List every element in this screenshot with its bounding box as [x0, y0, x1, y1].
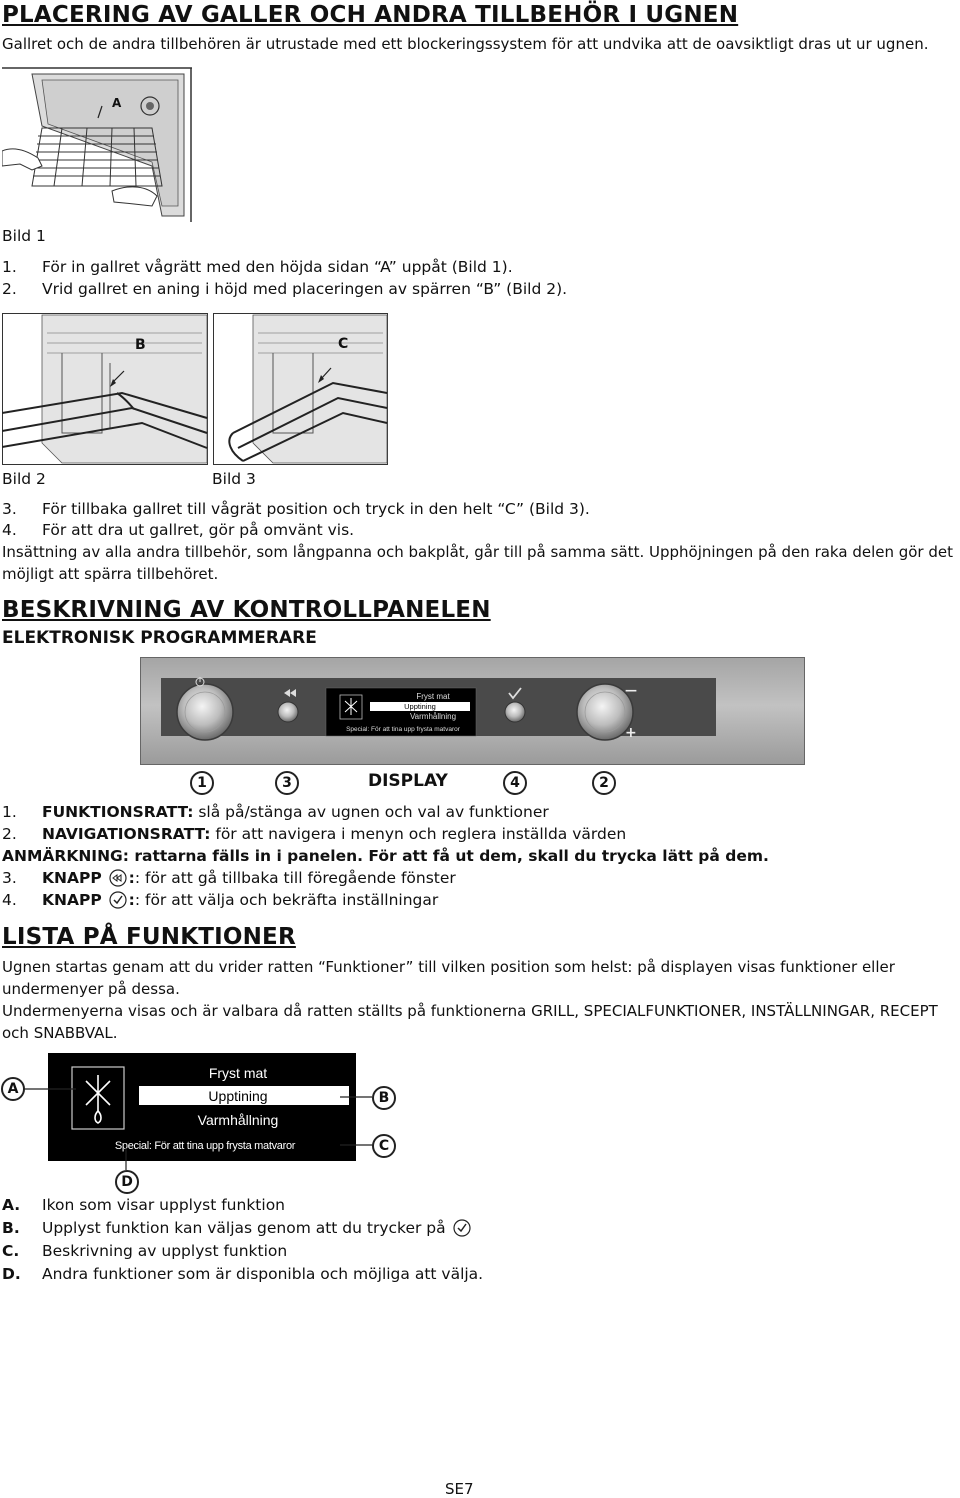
item-label: KNAPP	[42, 869, 102, 887]
panel-display-special: Special: För att tina upp frysta matvaror	[346, 726, 460, 733]
note-line-2: möjligt att spärra tillbehöret.	[2, 565, 219, 583]
item-text: slå på/stänga av ugnen och val av funktioner	[193, 803, 549, 821]
legend-key: A.	[2, 1196, 21, 1214]
display-line-1: Fryst mat	[208, 1065, 268, 1081]
legend-text: Upplyst funktion kan väljas genom att du trycker på	[42, 1219, 446, 1237]
item-label: KNAPP	[42, 891, 102, 909]
check-icon	[453, 1219, 471, 1237]
page-number: SE7	[445, 1480, 474, 1498]
item-text: för att navigera i menyn och reglera inställda värden	[210, 825, 627, 843]
callout-3: 3	[275, 771, 299, 795]
item-3: 3. KNAPP :: för att gå tillbaka till föregående fönster	[2, 869, 456, 887]
figure-1-caption: Bild 1	[2, 227, 46, 245]
check-icon	[109, 891, 127, 909]
figure-1-marker: A	[112, 96, 122, 110]
figure-2-caption: Bild 2	[2, 470, 46, 488]
figure-2-marker: B	[135, 337, 146, 353]
step-text: För att dra ut gallret, gör på omvänt vis.	[42, 521, 355, 539]
callout-2: 2	[592, 771, 616, 795]
marker-b: B	[372, 1086, 396, 1110]
step-text: För in gallret vågrätt med den höjda sidan “A” uppåt (Bild 1).	[42, 258, 513, 276]
item-2	[2, 823, 626, 845]
callout-display: DISPLAY	[368, 771, 448, 791]
intro-text: Gallret och de andra tillbehören är utrustade med ett blockeringssystem för att undvika att de oavsiktligt dras ut ur ugnen.	[2, 35, 929, 53]
legend-text: Beskrivning av upplyst funktion	[42, 1242, 288, 1260]
figure-3-illustration	[213, 313, 388, 465]
callout-4: 4	[503, 771, 527, 795]
step-text: För tillbaka gallret till vågrät position och tryck in den helt “C” (Bild 3).	[42, 500, 590, 518]
item-1	[2, 801, 549, 823]
legend-d	[2, 1263, 483, 1285]
item-number: 2.	[2, 825, 17, 843]
legend-key: C.	[2, 1242, 20, 1260]
functions-paragraph-1: Ugnen startas genam att du vrider ratten “Funktioner” till vilken position som helst: på displayen visas funktioner eller undermenyer på dessa.	[2, 958, 895, 998]
item-4: 4. KNAPP :: för att välja och bekräfta inställningar	[2, 891, 439, 909]
panel-display-line-3: Varmhållning	[409, 712, 457, 721]
item-number: 3.	[2, 869, 17, 887]
back-icon	[109, 869, 127, 887]
figure-3-caption: Bild 3	[212, 470, 256, 488]
item-number: 1.	[2, 803, 17, 821]
section-title-placement: PLACERING AV GALLER OCH ANDRA TILLBEHÖR I UGNEN	[2, 2, 739, 28]
legend-key: D.	[2, 1265, 21, 1283]
item-label: FUNKTIONSRATT:	[42, 803, 194, 821]
legend-b	[2, 1217, 473, 1239]
diagram-leader-lines	[0, 1070, 400, 1200]
item-text: : för att gå tillbaka till föregående fönster	[134, 869, 456, 887]
figure-2-illustration	[2, 313, 208, 465]
panel-display-line-1: Fryst mat	[416, 692, 450, 701]
callout-1: 1	[190, 771, 214, 795]
step-3	[2, 498, 590, 520]
step-1	[2, 256, 513, 278]
back-icon	[284, 689, 296, 697]
step-number: 1.	[2, 258, 17, 276]
legend-text: Andra funktioner som är disponibla och möjliga att välja.	[42, 1265, 484, 1283]
legend-a	[2, 1194, 285, 1216]
display-line-2: Upptining	[208, 1088, 268, 1104]
marker-c: C	[372, 1134, 396, 1158]
remark: ANMÄRKNING: rattarna fälls in i panelen. För att få ut dem, skall du trycka lätt på dem.	[2, 847, 769, 865]
back-button[interactable]	[278, 702, 298, 722]
section-subtitle: ELEKTRONISK PROGRAMMERARE	[2, 628, 317, 648]
note-line-1: Insättning av alla andra tillbehör, som långpanna och bakplåt, går till på samma sätt. Upphöjningen på den raka delen gör det	[2, 543, 953, 561]
figure-1-illustration	[2, 66, 192, 222]
step-number: 3.	[2, 500, 17, 518]
display-special: Special: För att tina upp frysta matvaror	[114, 1140, 296, 1152]
panel-display-line-2: Upptining	[404, 702, 436, 711]
step-4	[2, 519, 354, 541]
section-title-functions: LISTA PÅ FUNKTIONER	[2, 924, 296, 950]
step-number: 4.	[2, 521, 17, 539]
legend-text: Ikon som visar upplyst funktion	[42, 1196, 285, 1214]
step-2	[2, 278, 567, 300]
minus-mark: —	[625, 683, 637, 697]
check-icon	[509, 688, 521, 698]
legend-key: B.	[2, 1219, 20, 1237]
item-label: NAVIGATIONSRATT:	[42, 825, 211, 843]
display-line-3: Varmhållning	[197, 1112, 279, 1128]
plus-mark: +	[625, 725, 637, 741]
step-number: 2.	[2, 280, 17, 298]
marker-a: A	[1, 1077, 25, 1101]
item-text: : för att välja och bekräfta inställningar	[134, 891, 439, 909]
section-title-control-panel: BESKRIVNING AV KONTROLLPANELEN	[2, 597, 491, 623]
functions-paragraph-2: Undermenyerna visas och är valbara då ratten ställts på funktionerna GRILL, SPECIALFUNKTIONER, INSTÄLLNINGAR, RECEPT och SNABBVAL.	[2, 1002, 938, 1042]
step-text: Vrid gallret en aning i höjd med placeringen av spärren “B” (Bild 2).	[42, 280, 568, 298]
confirm-button[interactable]	[505, 702, 525, 722]
figure-3-marker: C	[338, 336, 349, 352]
legend-c	[2, 1240, 287, 1262]
marker-d: D	[115, 1170, 139, 1194]
control-panel-controls	[140, 657, 803, 763]
item-number: 4.	[2, 891, 17, 909]
